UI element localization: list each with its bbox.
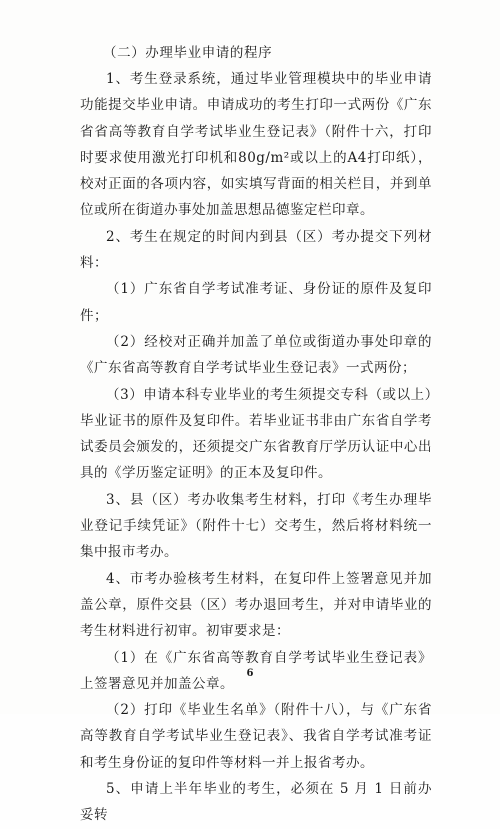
paragraph-step-4: 4、市考办验核考生材料，在复印件上签署意见并加盖公章，原件交县（区）考办退回考生，并对申请毕业的考生材料进行初审。初审要求是：: [80, 570, 432, 640]
paragraph-step-2: 2、考生在规定的时间内到县（区）考办提交下列材料：: [80, 228, 432, 272]
page-number: 6: [246, 668, 254, 679]
paragraph-step-5: 5、申请上半年毕业的考生，必须在 5 月 1 日前办妥转: [80, 781, 432, 824]
section-heading: （二）办理毕业申请的程序: [103, 45, 273, 61]
paragraph-step-2-item-3: （3）申请本科专业毕业的考生须提交专科（或以上）毕业证书的原件及复印件。若毕业证书非由广东省自学考试委员会颁发的，还须提交广东省教育厅学历认证中心出具的《学历鉴定证明》的正本及复印件。: [80, 386, 432, 482]
paragraph-step-4-item-1: （1）在《广东省高等教育自学考试毕业生登记表》上签署意见并加盖公章。: [80, 649, 432, 692]
paragraph-step-4-item-2: （2）打印《毕业生名单》（附件十八），与《广东省高等教育自学考试毕业生登记表》、我省自学考试准考证和考生身份证的复印件等材料一并上报省考办。: [80, 702, 432, 771]
paragraph-step-2-item-2: （2）经校对正确并加盖了单位或街道办事处印章的《广东省高等教育自学考试毕业生登记表》一式两份；: [80, 333, 432, 377]
paragraph-step-1: 1、考生登录系统，通过毕业管理模块中的毕业申请功能提交毕业申请。申请成功的考生打印一式两份《广东省省高等教育自学考试毕业生登记表》（附件十六，打印时要求使用激光打印机和80g/m²或以上的A4打印纸），校对正面的各项内容，如实填写背面的相关栏目，并到单位或所在街道办事处加盖思想品德鉴定栏印章。: [80, 71, 432, 219]
paragraph-step-2-item-1: （1）广东省自学考试准考证、身份证的原件及复印件；: [80, 281, 432, 324]
paragraph-step-3: 3、县（区）考办收集考生材料，打印《考生办理毕业登记手续凭证》（附件十七）交考生，然后将材料统一集中报市考办。: [80, 491, 432, 561]
document-body: [80, 40, 432, 829]
